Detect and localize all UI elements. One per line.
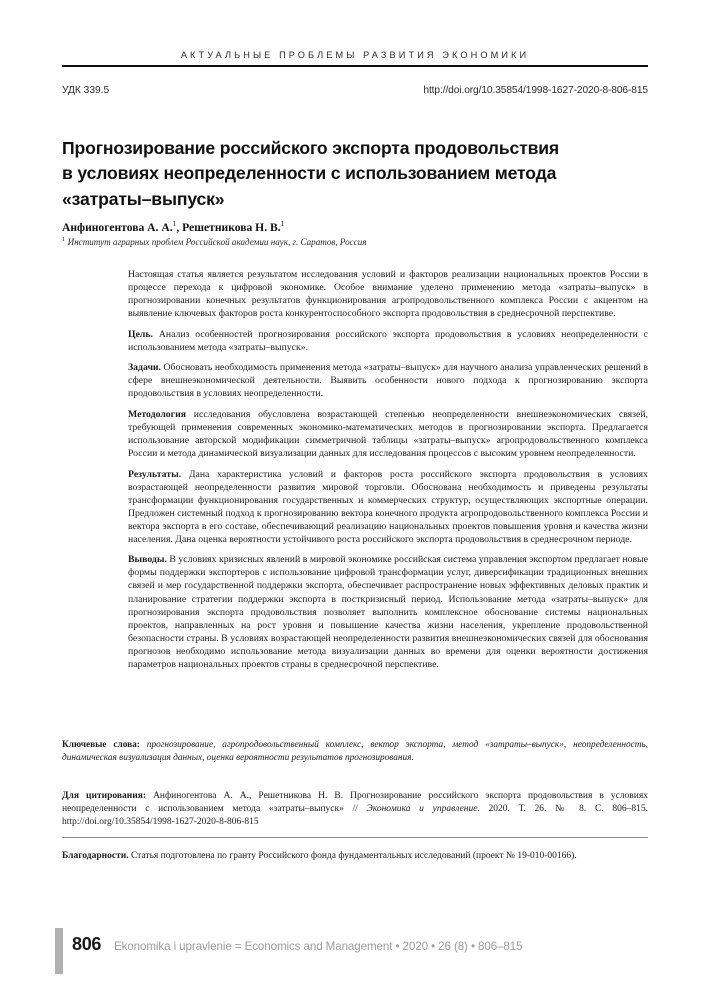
abstract-tasks-text: Обосновать необходимость применения метода «затраты–выпуск» для научного анализа управленческих решений в сфере внешнеэкономической деятельности. Выявить особенности нового подхода к прогнозированию экспорта продовольствия в условиях неопределенности. xyxy=(128,362,648,400)
metadata-row xyxy=(62,85,648,96)
author-list xyxy=(62,219,648,234)
citation-part-2: . 2020. Т. 26. № 8. С. 806–815. http://doi.org/10.35854/1998-1627-2020-8-806-815 xyxy=(62,803,648,827)
page-title xyxy=(62,136,648,213)
abstract-methodology xyxy=(128,408,648,460)
doi-link[interactable]: http://doi.org/10.35854/1998-1627-2020-8-806-815 xyxy=(423,85,648,96)
author-second: , Решетникова Н. В. xyxy=(176,220,281,234)
title-line-2: в условиях неопределенности с использованием метода xyxy=(62,163,557,184)
citation-part-1: Анфиногентова А. А., Решетникова Н. В. Прогнозирование российского экспорта продовольствия в условиях неопределенности с использованием метода «затраты–выпуск» // xyxy=(62,791,648,814)
title-line-1: Прогнозирование российского экспорта продовольствия xyxy=(62,137,560,158)
abstract-goal xyxy=(128,328,648,354)
abstract-tasks xyxy=(128,361,648,400)
abstract-results-label: Результаты. xyxy=(128,468,182,480)
citation-journal: Экономика и управление xyxy=(366,803,478,814)
abstract-results xyxy=(128,468,648,546)
footer-accent-bar xyxy=(55,928,63,974)
abstract-intro: Настоящая статья является результатом исследования условий и факторов реализации национальных проектов России в процессе перехода к цифровой экономике. Особое внимание уделено применению метода «затраты–выпуск» в прогнозировании конечных результатов функционирования агропродовольственного комплекса России с акцентом на выявление ключевых факторов роста конкурентоспособного экспорта продовольствия в среднесрочной перспективе. xyxy=(128,269,648,320)
abstract-goal-text: Анализ особенностей прогнозирования российского экспорта продовольствия в условиях неопределенности с использованием метода «затраты–выпуск». xyxy=(128,328,648,353)
acknowledgements-divider xyxy=(62,837,648,838)
abstract-tasks-label: Задачи. xyxy=(128,362,161,374)
acknowledgements xyxy=(62,850,648,863)
affiliation xyxy=(62,236,648,247)
keywords-label: Ключевые слова: xyxy=(62,740,140,750)
abstract xyxy=(128,268,648,671)
affiliation-marker: 1 xyxy=(62,236,66,243)
footer-page-number: 806 xyxy=(72,934,102,954)
acknowledgements-label: Благодарности. xyxy=(62,851,129,861)
abstract-methodology-label: Методология xyxy=(128,408,187,420)
abstract-methodology-text: исследования обусловлена возрастающей степенью неопределенности внешнеэкономических связей, требующей применения современных экономико-математических методов в прогнозировании экспорта. Предлагается использование авторской модификации симметричной таблицы «затраты–выпуск» агропродовольственного комплекса России и метода динамической визуализации данных для исследования процессов с высоким уровнем неопределенности. xyxy=(128,408,648,460)
author-first-affiliation-marker: 1 xyxy=(172,219,177,228)
header-divider xyxy=(62,65,648,67)
citation-label: Для цитирования: xyxy=(62,791,147,801)
affiliation-text: Институт аграрных проблем Российской академии наук, г. Саратов, Россия xyxy=(67,237,367,248)
udk-code: УДК 339.5 xyxy=(62,85,110,96)
running-head: АКТУАЛЬНЫЕ ПРОБЛЕМЫ РАЗВИТИЯ ЭКОНОМИКИ xyxy=(180,50,530,60)
abstract-conclusions-label: Выводы. xyxy=(128,554,167,566)
abstract-results-text: Дана характеристика условий и факторов роста российского экспорта продовольствия в условиях возрастающей неопределенности развития мировой торговли. Обоснована необходимость и приведены результаты трансформации функционирования государственных и коммерческих структур, осуществляющих экспортные операции. Предложен системный подход к прогнозированию вектора конечного продукта агропродовольственного комплекса России и вектора экспорта в его составе, обеспечивающий реализацию национальных проектов повышения уровня и качества жизни населения. Дана оценка вероятности устойчивого роста российского экспорта продовольствия в среднесрочном периоде. xyxy=(128,468,648,545)
author-first: Анфиногентова А. А. xyxy=(62,220,173,234)
abstract-conclusions xyxy=(128,553,648,670)
keywords-text: прогнозирование, агропродовольственный комплекс, вектор экспорта, метод «затраты–выпуск», неопределенность, динамическая визуализация данных, оценка вероятности результатов прогнозирования. xyxy=(62,740,648,763)
footer-journal-line: Ekonomika i upravlenie = Economics and Management • 2020 • 26 (8) • 806–815 xyxy=(114,940,523,953)
keywords xyxy=(62,739,648,764)
abstract-conclusions-text: В условиях кризисных явлений в мировой экономике российская система управления экспортом предлагает новые формы поддержки экспортеров с использование цифровой трансформации услуг, диверсификации традиционных внешних связей и мер государственной поддержки экспорта, обеспечивает распространение новых эффективных деловых практик и планирование стратегии поддержки экспорта в посткризисный период. Использование метода «затраты–выпуск» для прогнозирования экспорта продовольствия позволяет выполнить комплексное обоснование системы национальных проектов, направленных на рост уровня и повышение качества жизни населения, укрепление продовольственной безопасности страны. В условиях возрастающей неопределенности развития внешнеэкономических связей для обоснования прогнозов необходимо использование метода визуализации данных во времени для оценки вероятности достижения параметров национальных проектов страны в среднесрочной перспективе. xyxy=(128,554,648,670)
citation xyxy=(62,790,648,829)
abstract-goal-label: Цель. xyxy=(128,328,153,340)
acknowledgements-text: Статья подготовлена по гранту Российского фонда фундаментальных исследований (проект № 19-010-00166). xyxy=(128,851,577,861)
title-line-3: «затраты–выпуск» xyxy=(62,188,225,209)
author-second-affiliation-marker: 1 xyxy=(280,219,285,228)
